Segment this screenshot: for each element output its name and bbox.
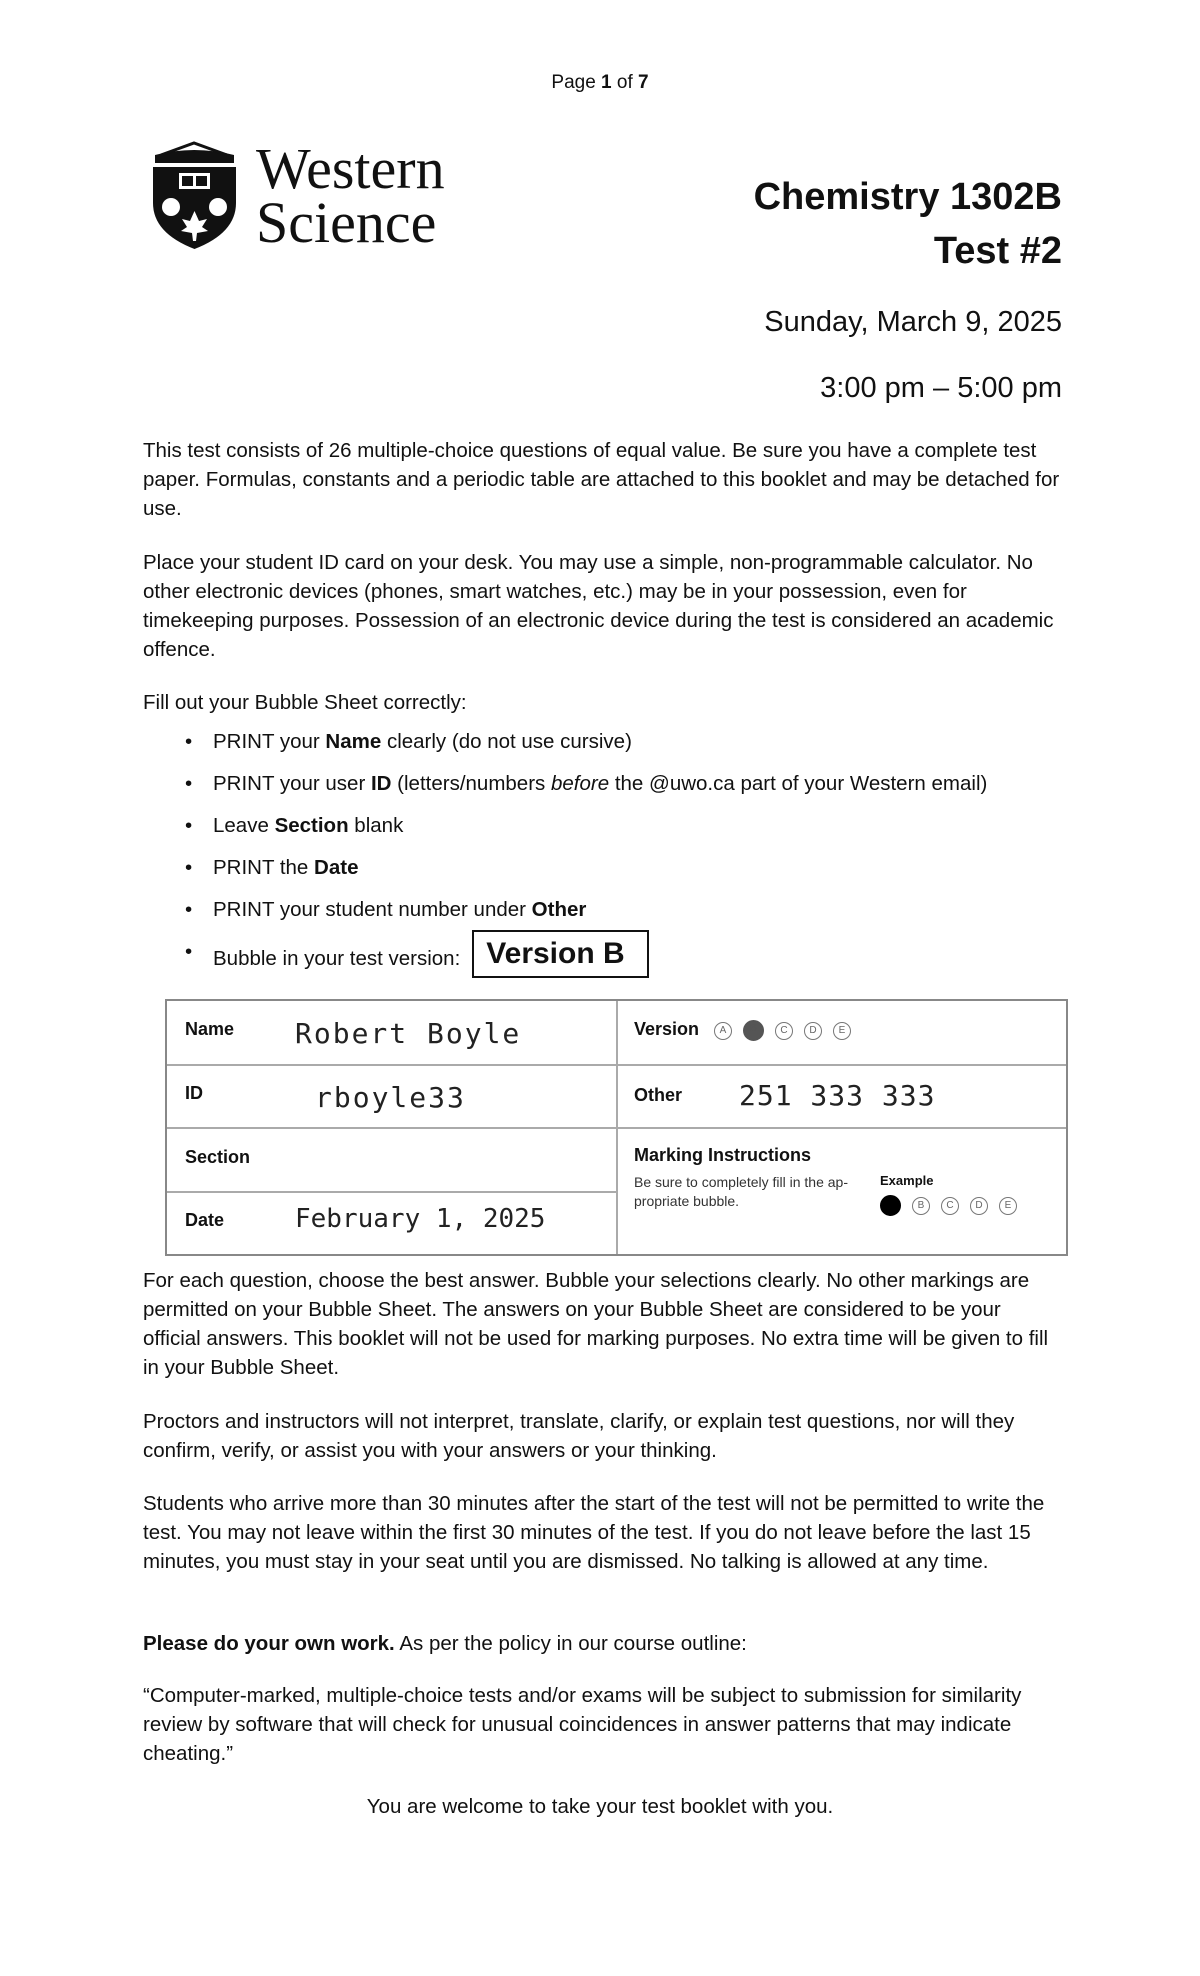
intro-paragraph-2: Place your student ID card on your desk. You may use a simple, non-programmable calculator. No other electronic devices (phones, smart watches, etc.) may be in your possession, even for timekeeping purposes. Possession of an electronic device during the test is considered an academic offence.	[143, 551, 1054, 661]
rules-paragraph-1: For each question, choose the best answer. Bubble your selections clearly. No other markings are permitted on your Bubble Sheet. The answers on your Bubble Sheet are considered to be your official answers. This booklet will not be used for marking purposes. No extra time will be given to fill in your Bubble Sheet.	[143, 1269, 1049, 1379]
marking-instructions-title: Marking Instructions	[634, 1145, 812, 1165]
intro-paragraph-1: This test consists of 26 multiple-choice questions of equal value. Be sure you have a complete test paper. Formulas, constants and a periodic table are attached to this booklet and may be detached for use.	[143, 439, 1060, 520]
marking-instructions-text: Be sure to completely fill in the ap-propriate bubble.	[634, 1174, 848, 1209]
row-divider	[167, 1191, 616, 1193]
bubble-c: C	[941, 1197, 959, 1215]
version-box: Version B	[472, 930, 648, 978]
own-work-paragraph: Please do your own work. As per the policy in our course outline:	[143, 1632, 747, 1655]
bubble-b: B	[912, 1197, 930, 1215]
rules-paragraph-2: Proctors and instructors will not interpret, translate, clarify, or explain test questions, nor will they confirm, verify, or assist you with your answers or your thinking.	[143, 1410, 1015, 1462]
name-label: Name	[185, 1019, 235, 1039]
list-item: • PRINT your Name clearly (do not use cursive)	[143, 727, 1103, 769]
bubble-a: A	[714, 1022, 732, 1040]
bubble-sheet-list	[143, 727, 1103, 979]
list-item: • PRINT your user ID (letters/numbers before the @uwo.ca part of your Western email)	[143, 769, 1103, 811]
closing-note: You are welcome to take your test booklet with you.	[366, 1795, 834, 1818]
rules-paragraph-3: Students who arrive more than 30 minutes after the start of the test will not be permitted to write the test. You may not leave within the first 30 minutes of the test. If you do not leave before the last 15 minutes, you must stay in your seat until you are dismissed. No talking is allowed at any time.	[143, 1492, 1045, 1573]
logo-wordmark: Western Science	[256, 136, 445, 255]
row-divider	[167, 1127, 1066, 1129]
version-bubbles	[714, 1020, 862, 1041]
other-value: 251 333 333	[739, 1079, 936, 1112]
bubble-e: E	[833, 1022, 851, 1040]
bubble-sheet-example	[165, 999, 1068, 1256]
example-label: Example	[880, 1173, 934, 1188]
other-label: Other	[634, 1085, 683, 1105]
bubble-c: C	[775, 1022, 793, 1040]
bubble-sheet-instructions: Fill out your Bubble Sheet correctly:	[143, 691, 467, 714]
date-value: February 1, 2025	[295, 1204, 546, 1234]
section-label: Section	[185, 1147, 251, 1167]
bubble-b-filled: B	[743, 1020, 764, 1041]
id-value: rboyle33	[315, 1081, 466, 1114]
test-time: 3:00 pm – 5:00 pm	[820, 372, 1062, 404]
page-number: Page 1 of 7	[551, 72, 649, 93]
list-item: • PRINT the Date	[143, 853, 1103, 895]
row-divider	[167, 1064, 1066, 1066]
policy-quote: “Computer-marked, multiple-choice tests and/or exams will be subject to submission for similarity review by software that will check for unusual coincidences in answer patterns that may indicate cheating.”	[143, 1684, 1022, 1765]
name-value: Robert Boyle	[295, 1017, 522, 1050]
id-label: ID	[185, 1083, 203, 1103]
version-label: Version	[634, 1019, 700, 1039]
date-label: Date	[185, 1210, 225, 1230]
list-item: • Leave Section blank	[143, 811, 1103, 853]
course-title	[754, 170, 1062, 278]
bubble-a-filled: A	[880, 1195, 901, 1216]
bubble-d: D	[804, 1022, 822, 1040]
western-science-logo	[147, 136, 445, 255]
course-name: Chemistry 1302B	[753, 176, 1062, 218]
list-item: • PRINT your student number under Other	[143, 895, 1103, 937]
crest-icon	[147, 141, 242, 251]
list-item: • Bubble in your test version: Version B	[143, 937, 1103, 979]
test-date: Sunday, March 9, 2025	[764, 306, 1062, 338]
example-bubbles	[880, 1195, 1028, 1216]
bubble-e: E	[999, 1197, 1017, 1215]
bubble-d: D	[970, 1197, 988, 1215]
test-name: Test #2	[933, 230, 1062, 272]
